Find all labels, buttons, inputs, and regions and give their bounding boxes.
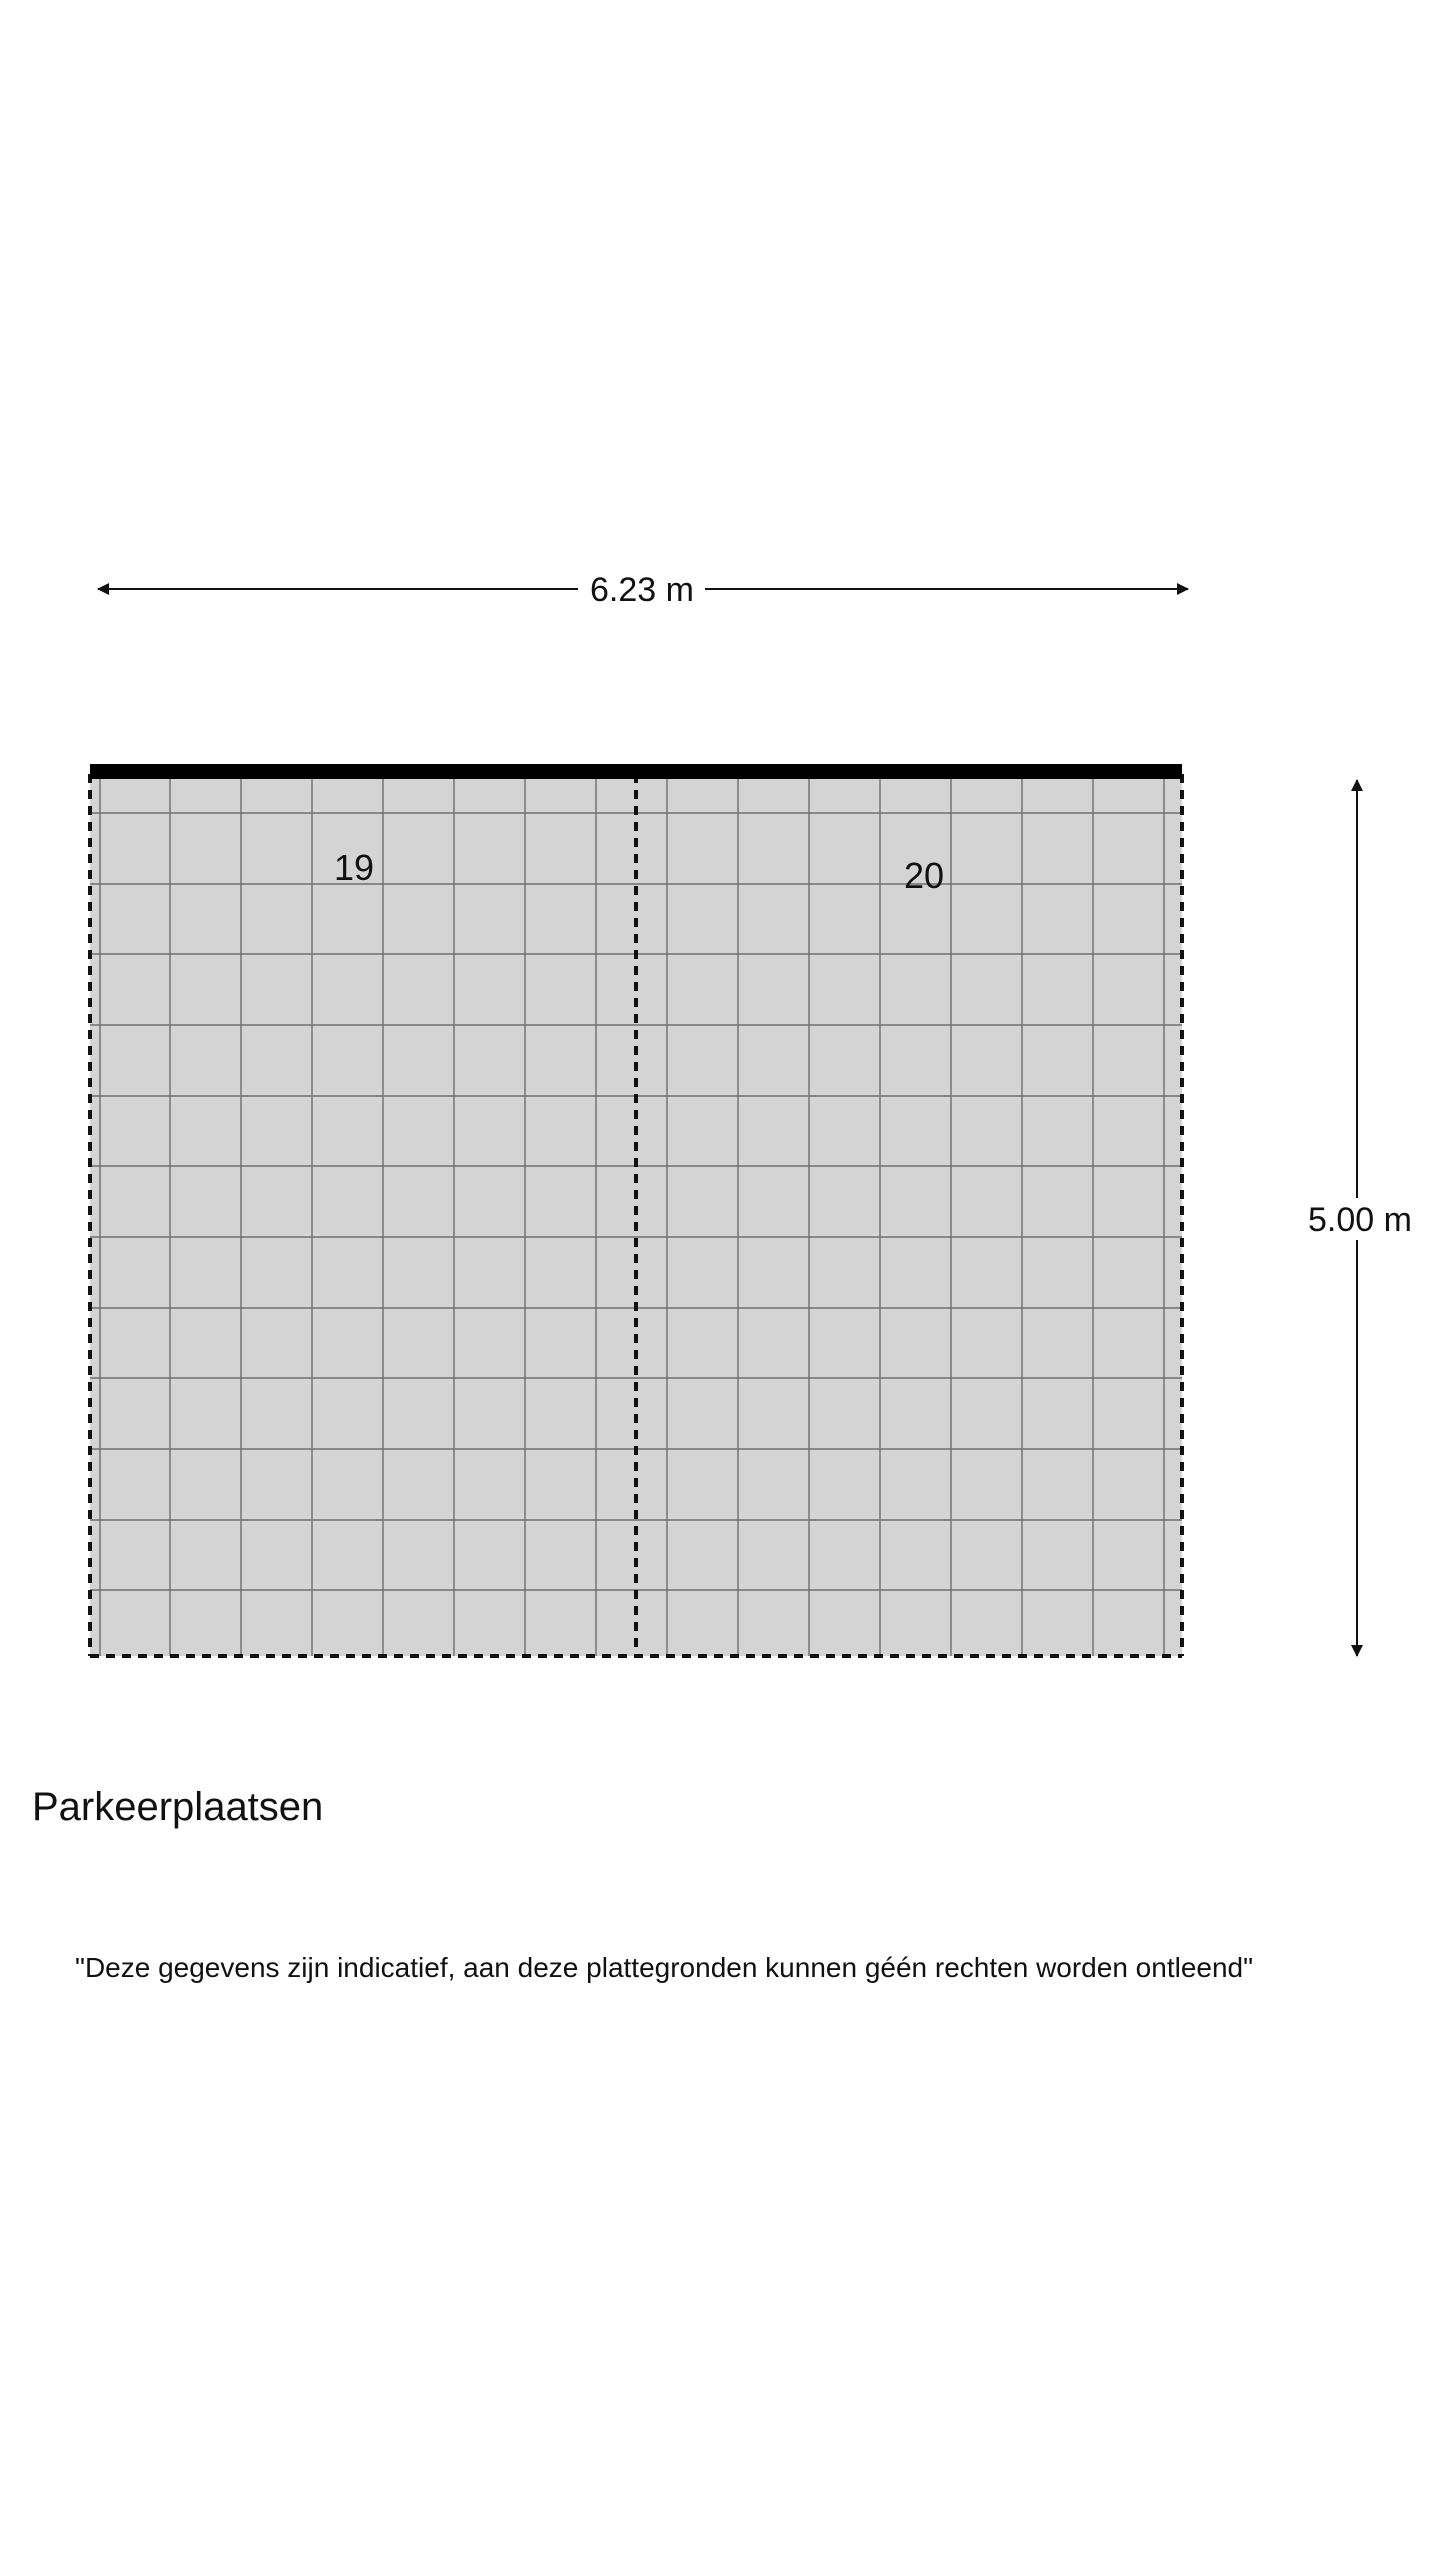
space-number-20: 20	[903, 855, 945, 896]
depth-dimension	[1308, 780, 1412, 1656]
width-dimension-label: 6.23 m	[590, 571, 694, 609]
disclaimer: "Deze gegevens zijn indicatief, aan deze plattegronden kunnen géén rechten worden ontleend"	[75, 1952, 1254, 1983]
plan-title: Parkeerplaatsen	[32, 1785, 324, 1829]
space-number-19: 19	[333, 847, 375, 888]
depth-dimension-label: 5.00 m	[1308, 1201, 1412, 1239]
wall	[90, 764, 1182, 779]
width-dimension	[98, 571, 1188, 609]
